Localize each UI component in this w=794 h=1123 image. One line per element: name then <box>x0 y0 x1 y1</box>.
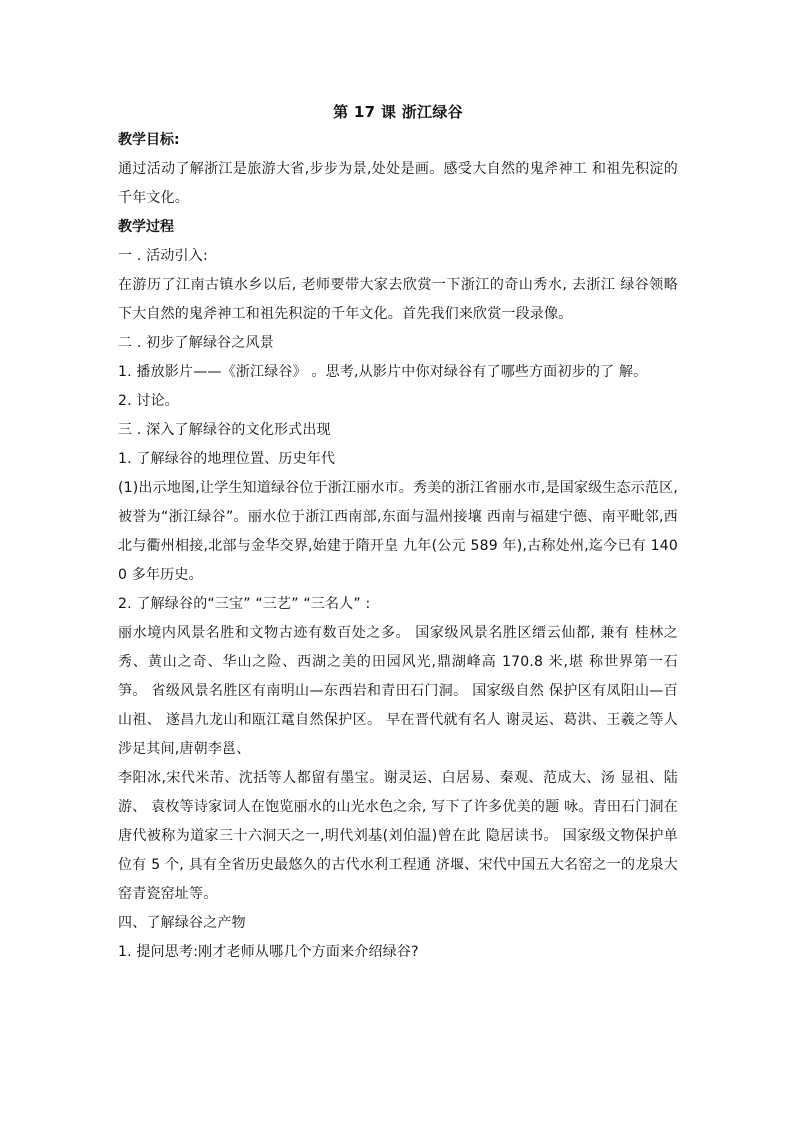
section-4-heading: 四、了解绿谷之产物 <box>118 915 246 931</box>
section-3-item-2: 2. 了解绿谷的“三宝” “三艺” “三名人” : <box>118 596 371 612</box>
section-2-item-2: 2. 讨论。 <box>118 393 180 409</box>
section-3-item-1-paragraph: (1)出示地图,让学生知道绿谷位于浙江丽水市。秀美的浙江省丽水市,是国家级生态示范区,被誉为“浙江绿谷”。丽水位于浙江西南部,东面与温州接壤 西南与福建宁德、南平毗邻,西北与衢州相接,北部与金华交界,始建于隋开皇 九年(公元 589 年),古称处州,迄今已有 1400 多年历史。 <box>118 480 678 583</box>
section-3-heading: 三 . 深入了解绿谷的文化形式出现 <box>118 422 331 438</box>
section-1-heading: 一 . 活动引入: <box>118 248 208 264</box>
section-2-item-1: 1. 播放影片——《浙江绿谷》 。思考,从影片中你对绿谷有了哪些方面初步的了 解。 <box>118 364 648 380</box>
section-4-item-1: 1. 提问思考:刚才老师从哪几个方面来介绍绿谷? <box>118 944 419 960</box>
objectives-heading: 教学目标: <box>118 132 180 148</box>
lesson-title: 第 17 课 浙江绿谷 <box>333 103 463 121</box>
section-3-item-2-paragraph-2: 李阳冰,宋代米芾、沈括等人都留有墨宝。谢灵运、白居易、秦观、范成大、汤 显祖、陆游、 袁枚等诗家词人在饱览丽水的山光水色之余, 写下了许多优美的题 咏。青田石门洞在唐代被称为道家三十六洞天之一,明代刘基(刘伯温)曾在此 隐居读书。 国家级文物保护单位有 5 个, 具有全省历史最悠久的古代水利工程通 济堰、宋代中国五大名窑之一的龙泉大窑青瓷窑址等。 <box>118 770 678 902</box>
section-3-item-2-paragraph-1: 丽水境内风景名胜和文物古迹有数百处之多。 国家级风景名胜区缙云仙都, 兼有 桂林之秀、黄山之奇、华山之险、西湖之美的田园风光,鼎湖峰高 170.8 米,堪 称世界第一石笋。 省级风景名胜区有南明山—东西岩和青田石门洞。 国家级自然 保护区有凤阳山—百山祖、 遂昌九龙山和瓯江鼋自然保护区。 早在晋代就有名人 谢灵运、葛洪、王羲之等人涉足其间,唐朝李邕、 <box>118 625 678 757</box>
section-1-paragraph: 在游历了江南古镇水乡以后, 老师要带大家去欣赏一下浙江的奇山秀水, 去浙江 绿谷领略下大自然的鬼斧神工和祖先积淀的千年文化。首先我们来欣赏一段录像。 <box>118 277 678 322</box>
section-3-item-1: 1. 了解绿谷的地理位置、历史年代 <box>118 451 336 467</box>
process-heading: 教学过程 <box>118 219 174 235</box>
objectives-paragraph: 通过活动了解浙江是旅游大省,步步为景,处处是画。感受大自然的鬼斧神工 和祖先积淀的千年文化。 <box>118 161 678 206</box>
section-2-heading: 二 . 初步了解绿谷之风景 <box>118 335 274 351</box>
document-page <box>118 100 678 967</box>
